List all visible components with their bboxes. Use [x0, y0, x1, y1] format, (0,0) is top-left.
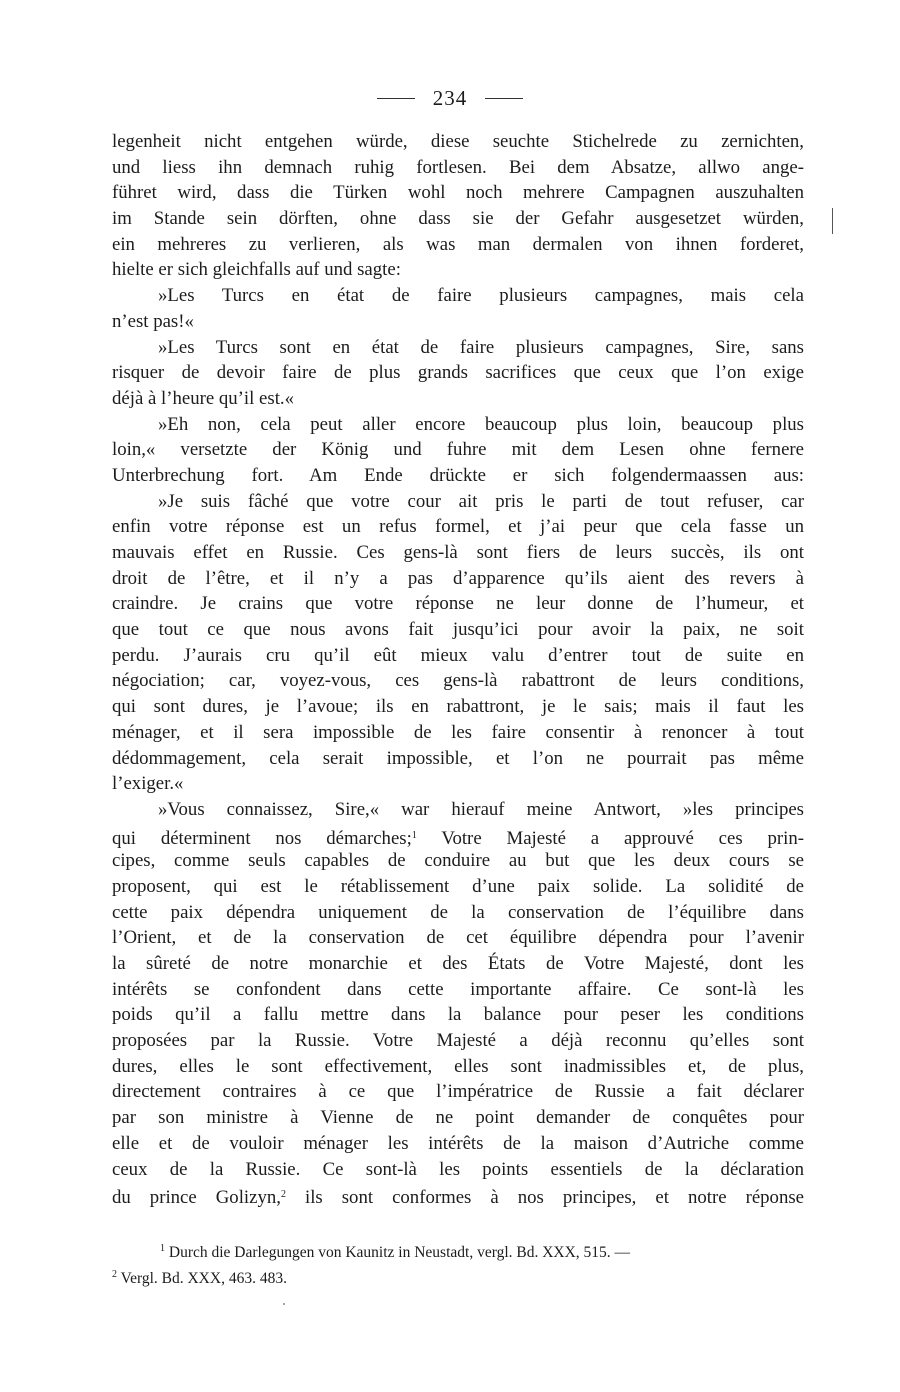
text-line: droit de l’être, et il n’y a pas d’apparence qu’ils aient des revers à: [112, 567, 804, 589]
text-line: que tout ce que nous avons fait jusqu’ici pour avoir la paix, ne soit: [112, 619, 804, 641]
text-line: par son ministre à Vienne de ne point demander de conquêtes pour: [112, 1107, 804, 1129]
text-line: »Eh non, cela peut aller encore beaucoup plus loin, beaucoup plus: [158, 413, 804, 435]
text-line: führet wird, dass die Türken wohl noch mehrere Campagnen auszuhalten: [112, 182, 804, 204]
text-line: und liess ihn demnach ruhig fortlesen. Bei dem Absatze, allwo ange-: [112, 156, 804, 178]
text-line: déjà à l’heure qu’il est.«: [112, 387, 294, 409]
text-line: ménager, et il sera impossible de les faire consentir à renoncer à tout: [112, 721, 804, 743]
text-line: elle et de vouloir ménager les intérêts de la maison d’Autriche comme: [112, 1132, 804, 1154]
text-line: »Je suis fâché que votre cour ait pris le parti de tout refuser, car: [158, 490, 804, 512]
header-rule-right: [485, 98, 523, 99]
footnote-number: 1: [160, 1243, 165, 1254]
text-line: l’exiger.«: [112, 773, 184, 795]
text-line: im Stande sein dörften, ohne dass sie der Gefahr ausgesetzet würden,: [112, 208, 804, 230]
text-line: mauvais effet en Russie. Ces gens-là sont fiers de leurs succès, ils ont: [112, 542, 804, 563]
footnotes: [112, 1238, 804, 1290]
page-header: [0, 86, 900, 111]
margin-mark: [832, 208, 833, 234]
text-line: cipes, comme seuls capables de conduire au but que les deux cours se: [112, 850, 804, 872]
text-line: Unterbrechung fort. Am Ende drückte er sich folgendermaassen aus:: [112, 464, 804, 486]
footnote-ref-2: 2: [280, 1189, 286, 1201]
text-fragment: du prince Golizyn,: [112, 1187, 281, 1209]
text-line: dures, elles le sont effectivement, elles sont inadmissibles et, de plus,: [112, 1055, 804, 1077]
footnote-number: 2: [112, 1269, 117, 1280]
text-line: perdu. J’aurais cru qu’il eût mieux valu d’entrer tout de suite en: [112, 644, 804, 666]
text-line: la sûreté de notre monarchie et des États de Votre Majesté, dont les: [112, 953, 804, 974]
text-fragment: Votre Majesté a approuvé ces prin-: [441, 827, 804, 849]
text-line: »Les Turcs sont en état de faire plusieurs campagnes, Sire, sans: [158, 336, 804, 358]
text-line: l’Orient, et de la conservation de cet équilibre dépendra pour l’avenir: [112, 927, 804, 949]
text-line: cette paix dépendra uniquement de la conservation de l’équilibre dans: [112, 901, 804, 923]
text-fragment: qui déterminent nos démarches;: [112, 827, 412, 849]
footnote-text: Vergl. Bd. XXX, 463. 483.: [120, 1270, 287, 1287]
text-line: enfin votre réponse est un refus formel, et j’ai peur que cela fasse un: [112, 516, 804, 538]
text-line: »Les Turcs en état de faire plusieurs campagnes, mais cela: [158, 285, 804, 307]
text-line: n’est pas!«: [112, 310, 194, 332]
text-line-with-footnote: [112, 823, 804, 849]
header-rule-left: [377, 98, 415, 99]
footnote-1: [112, 1238, 804, 1264]
text-line-with-footnote: [112, 1182, 804, 1208]
text-line: qui sont dures, je l’avoue; ils en rabattront, je le sais; mais il faut les: [112, 696, 804, 718]
footnote-ref-1: 1: [411, 829, 417, 841]
page-number: 234: [432, 86, 468, 110]
text-line: poids qu’il a fallu mettre dans la balance pour peser les conditions: [112, 1004, 804, 1026]
text-line: directement contraires à ce que l’impératrice de Russie a fait déclarer: [112, 1081, 804, 1103]
footnote-text: Durch die Darlegungen von Kaunitz in Neustadt, vergl. Bd. XXX, 515. —: [168, 1244, 631, 1261]
text-fragment: ils sont conformes à nos principes, et notre réponse: [304, 1187, 804, 1209]
text-line: craindre. Je crains que votre réponse ne leur donne de l’humeur, et: [112, 593, 804, 615]
text-line: legenheit nicht entgehen würde, diese seuchte Stichelrede zu zernichten,: [112, 131, 804, 152]
text-line: ein mehreres zu verlieren, als was man dermalen von ihnen forderet,: [112, 233, 804, 255]
footnote-2: [112, 1264, 804, 1290]
body-text: [112, 129, 804, 1208]
text-line: intérêts se confondent dans cette importante affaire. Ce sont-là les: [112, 978, 804, 1000]
text-line: hielte er sich gleichfalls auf und sagte:: [112, 259, 401, 281]
text-line: risquer de devoir faire de plus grands sacrifices que ceux que l’on exige: [112, 362, 804, 384]
text-line: loin,« versetzte der König und fuhre mit dem Lesen ohne fernere: [112, 439, 804, 461]
text-line: négociation; car, voyez-vous, ces gens-là rabattront de leurs conditions,: [112, 670, 804, 692]
text-line: proposent, qui est le rétablissement d’une paix solide. La solidité de: [112, 875, 804, 897]
text-line: proposées par la Russie. Votre Majesté a déjà reconnu qu’elles sont: [112, 1030, 804, 1052]
speck-mark: [283, 1303, 285, 1305]
text-line: dédommagement, cela serait impossible, et l’on ne pourrait pas même: [112, 747, 804, 769]
text-line: ceux de la Russie. Ce sont-là les points essentiels de la déclaration: [112, 1158, 804, 1180]
text-line: »Vous connaissez, Sire,« war hierauf meine Antwort, »les principes: [158, 798, 804, 820]
